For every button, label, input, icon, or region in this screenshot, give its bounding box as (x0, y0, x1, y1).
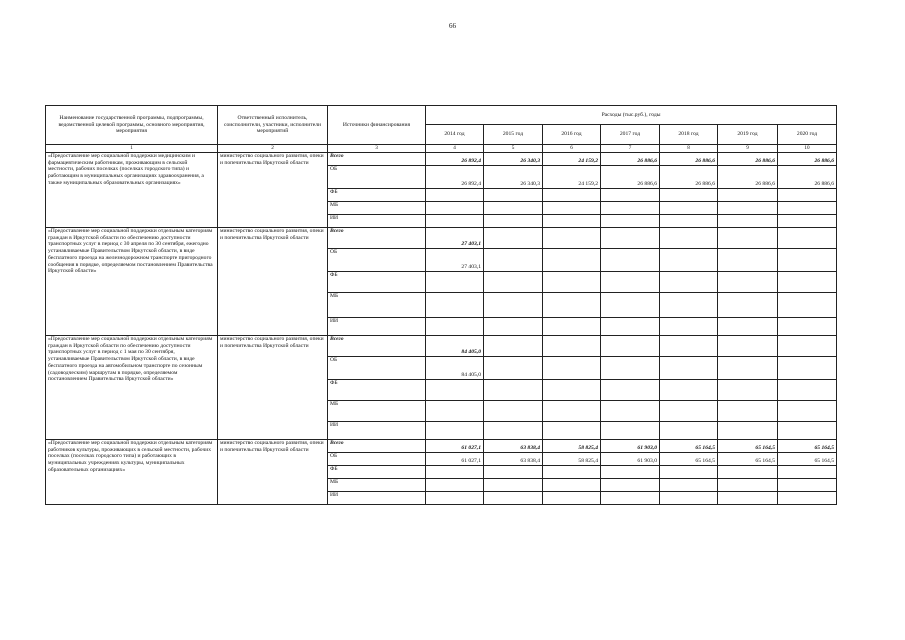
funding-source-mb: МБ (328, 202, 426, 215)
amount-cell (778, 466, 837, 479)
amount-cell (778, 272, 837, 293)
column-number: 5 (484, 145, 543, 153)
amount-cell: 58 825,4 (543, 440, 601, 453)
amount-cell: 26 886,6 (660, 153, 718, 166)
amount-cell (660, 293, 718, 318)
page-number: 66 (449, 22, 456, 30)
amount-cell (426, 202, 484, 215)
header-year: 2015 год (484, 125, 543, 145)
amount-cell (660, 336, 718, 357)
amount-cell (718, 318, 778, 336)
funding-source-ii: ИИ (328, 318, 426, 336)
measure-name: «Предоставление мер социальной поддержки медицинским и фармацевтическим работникам, проживающим в сельской местности, рабочих поселках (поселках городского типа) и работающим в муниципальных организациях здравоохранения, а также муниципальных образовательных организациях» (46, 153, 218, 228)
amount-cell (601, 422, 660, 440)
funding-source-ob: ОБ (328, 357, 426, 380)
amount-cell: 65 164,5 (778, 453, 837, 466)
amount-cell (484, 318, 543, 336)
header-year: 2016 год (543, 125, 601, 145)
amount-cell (660, 422, 718, 440)
amount-cell: 84 405,0 (426, 357, 484, 380)
amount-cell: 26 340,3 (484, 166, 543, 189)
amount-cell: 65 164,5 (718, 440, 778, 453)
column-number: 9 (718, 145, 778, 153)
amount-cell (718, 479, 778, 492)
funding-source-ii: ИИ (328, 422, 426, 440)
amount-cell (718, 336, 778, 357)
amount-cell (778, 380, 837, 401)
amount-cell: 58 825,4 (543, 453, 601, 466)
amount-cell (778, 357, 837, 380)
table-row (46, 153, 837, 166)
measure-name: «Предоставление мер социальной поддержки отдельным категориям граждан в Иркутской области по обеспечению доступности транспортных услуг в период с 30 апреля по 30 сентября, ежегодно устанавливаемые Правительством Иркутской области, в виде бесплатного проезда на железнодорожном транспорте пригородного сообщения в порядке, определяемом постановлением Правительства Иркутской области» (46, 228, 218, 336)
amount-cell (484, 293, 543, 318)
amount-cell (601, 401, 660, 422)
amount-cell (778, 401, 837, 422)
measure-name: «Предоставление мер социальной поддержки отдельным категориям работников культуры, проживающих в сельской местности, рабочих поселках (поселках городского типа) и работающих в муниципальных учреждениях культуры, муниципальных образовательных организациях» (46, 440, 218, 505)
funding-source-total: Всего (328, 336, 426, 357)
amount-cell (426, 401, 484, 422)
responsible-executor: министерство социального развития, опеки и попечительства Иркутской области (218, 336, 328, 440)
amount-cell (543, 336, 601, 357)
amount-cell (543, 492, 601, 505)
amount-cell (484, 479, 543, 492)
responsible-executor: министерство социального развития, опеки и попечительства Иркутской области (218, 228, 328, 336)
amount-cell (778, 318, 837, 336)
amount-cell (601, 228, 660, 249)
amount-cell: 61 027,1 (426, 453, 484, 466)
column-number: 7 (601, 145, 660, 153)
amount-cell (543, 357, 601, 380)
amount-cell (426, 466, 484, 479)
amount-cell (484, 422, 543, 440)
amount-cell (660, 202, 718, 215)
amount-cell (718, 401, 778, 422)
amount-cell (660, 380, 718, 401)
funding-source-fb: ФБ (328, 272, 426, 293)
amount-cell: 63 838,4 (484, 440, 543, 453)
column-number: 6 (543, 145, 601, 153)
amount-cell (484, 380, 543, 401)
amount-cell (484, 492, 543, 505)
amount-cell: 26 886,6 (778, 153, 837, 166)
amount-cell (426, 318, 484, 336)
amount-cell: 63 838,4 (484, 453, 543, 466)
amount-cell (601, 380, 660, 401)
amount-cell (718, 492, 778, 505)
expenses-table (45, 105, 837, 505)
table-row (46, 228, 837, 249)
funding-source-ii: ИИ (328, 215, 426, 228)
amount-cell: 27 403,1 (426, 249, 484, 272)
amount-cell: 26 886,6 (660, 166, 718, 189)
header-year: 2018 год (660, 125, 718, 145)
amount-cell (484, 272, 543, 293)
amount-cell (778, 492, 837, 505)
amount-cell (660, 272, 718, 293)
amount-cell (778, 422, 837, 440)
amount-cell (778, 479, 837, 492)
funding-source-total: Всего (328, 440, 426, 453)
amount-cell: 26 892,4 (426, 153, 484, 166)
amount-cell (601, 492, 660, 505)
amount-cell: 61 027,1 (426, 440, 484, 453)
amount-cell (718, 202, 778, 215)
header-year: 2020 год (778, 125, 837, 145)
amount-cell (484, 189, 543, 202)
column-number: 8 (660, 145, 718, 153)
amount-cell (778, 336, 837, 357)
column-number: 4 (426, 145, 484, 153)
amount-cell (718, 228, 778, 249)
amount-cell: 26 886,6 (718, 166, 778, 189)
amount-cell: 65 164,5 (660, 440, 718, 453)
header-year: 2014 год (426, 125, 484, 145)
amount-cell: 61 903,0 (601, 453, 660, 466)
amount-cell (426, 492, 484, 505)
amount-cell (543, 318, 601, 336)
amount-cell (543, 466, 601, 479)
funding-source-mb: МБ (328, 401, 426, 422)
amount-cell: 26 340,3 (484, 153, 543, 166)
amount-cell (660, 249, 718, 272)
amount-cell: 61 903,0 (601, 440, 660, 453)
amount-cell: 65 164,5 (718, 453, 778, 466)
header-responsible: Ответственный исполнитель, соисполнители, участники, исполнители мероприятий (218, 106, 328, 145)
amount-cell (778, 215, 837, 228)
amount-cell (543, 293, 601, 318)
amount-cell (543, 380, 601, 401)
amount-cell: 26 886,6 (718, 153, 778, 166)
amount-cell (601, 202, 660, 215)
amount-cell (778, 189, 837, 202)
responsible-executor: министерство социального развития, опеки и попечительства Иркутской области (218, 153, 328, 228)
column-number: 10 (778, 145, 837, 153)
column-number: 2 (218, 145, 328, 153)
amount-cell (601, 272, 660, 293)
amount-cell (601, 479, 660, 492)
amount-cell (660, 318, 718, 336)
amount-cell (484, 336, 543, 357)
amount-cell (426, 215, 484, 228)
amount-cell (484, 466, 543, 479)
header-sources: Источники финансирования (328, 106, 426, 145)
column-number: 3 (328, 145, 426, 153)
amount-cell: 65 164,5 (778, 440, 837, 453)
amount-cell (543, 249, 601, 272)
funding-source-ii: ИИ (328, 492, 426, 505)
amount-cell (484, 202, 543, 215)
amount-cell (426, 380, 484, 401)
funding-source-fb: ФБ (328, 189, 426, 202)
amount-cell: 65 164,5 (660, 453, 718, 466)
amount-cell (778, 249, 837, 272)
funding-source-mb: МБ (328, 293, 426, 318)
amount-cell (543, 202, 601, 215)
amount-cell: 84 405,0 (426, 336, 484, 357)
amount-cell (543, 401, 601, 422)
amount-cell (543, 272, 601, 293)
table-row (46, 440, 837, 453)
funding-source-ob: ОБ (328, 249, 426, 272)
responsible-executor: министерство социального развития, опеки и попечительства Иркутской области (218, 440, 328, 505)
column-number: 1 (46, 145, 218, 153)
amount-cell (426, 479, 484, 492)
amount-cell (601, 466, 660, 479)
funding-source-total: Всего (328, 228, 426, 249)
funding-source-ob: ОБ (328, 453, 426, 466)
amount-cell (484, 401, 543, 422)
amount-cell (484, 215, 543, 228)
amount-cell (660, 479, 718, 492)
amount-cell: 27 403,1 (426, 228, 484, 249)
amount-cell (718, 380, 778, 401)
funding-source-ob: ОБ (328, 166, 426, 189)
header-year: 2017 год (601, 125, 660, 145)
amount-cell (660, 357, 718, 380)
amount-cell (601, 249, 660, 272)
amount-cell (718, 466, 778, 479)
funding-source-total: Всего (328, 153, 426, 166)
amount-cell (660, 492, 718, 505)
amount-cell (426, 189, 484, 202)
header-expenses: Расходы (тыс.руб.), годы (426, 106, 837, 125)
amount-cell (543, 422, 601, 440)
amount-cell (426, 293, 484, 318)
amount-cell (601, 318, 660, 336)
amount-cell (718, 272, 778, 293)
amount-cell (543, 189, 601, 202)
amount-cell (660, 466, 718, 479)
amount-cell (718, 422, 778, 440)
amount-cell (426, 422, 484, 440)
funding-source-mb: МБ (328, 479, 426, 492)
amount-cell (660, 189, 718, 202)
funding-source-fb: ФБ (328, 380, 426, 401)
header-name: Наименование государственной программы, подпрограммы, ведомственной целевой программы, основного мероприятия, мероприятия (46, 106, 218, 145)
amount-cell (601, 189, 660, 202)
amount-cell (718, 293, 778, 318)
table-row (46, 336, 837, 357)
amount-cell: 26 886,6 (778, 166, 837, 189)
funding-source-fb: ФБ (328, 466, 426, 479)
amount-cell (660, 401, 718, 422)
amount-cell: 24 159,2 (543, 153, 601, 166)
amount-cell (778, 202, 837, 215)
amount-cell (718, 189, 778, 202)
measure-name: «Предоставление мер социальной поддержки отдельным категориям граждан в Иркутской области по обеспечению доступности транспортных услуг в период с 1 мая по 30 сентября, устанавливаемые Правительством Иркутской области, в виде бесплатного проезда на автомобильном транспорте по сезонным (садоводческим) маршрутам в порядке, определяемом постановлением Правительства Иркутской области» (46, 336, 218, 440)
amount-cell (601, 293, 660, 318)
amount-cell (543, 479, 601, 492)
amount-cell: 26 886,6 (601, 166, 660, 189)
amount-cell (718, 357, 778, 380)
amount-cell (778, 228, 837, 249)
amount-cell: 24 159,2 (543, 166, 601, 189)
amount-cell (601, 357, 660, 380)
amount-cell (426, 272, 484, 293)
amount-cell: 26 892,4 (426, 166, 484, 189)
amount-cell (484, 228, 543, 249)
amount-cell (484, 357, 543, 380)
amount-cell (660, 228, 718, 249)
amount-cell (543, 215, 601, 228)
amount-cell (718, 215, 778, 228)
amount-cell (660, 215, 718, 228)
header-year: 2019 год (718, 125, 778, 145)
amount-cell (718, 249, 778, 272)
amount-cell (484, 249, 543, 272)
amount-cell (543, 228, 601, 249)
amount-cell (601, 215, 660, 228)
amount-cell (778, 293, 837, 318)
amount-cell (601, 336, 660, 357)
amount-cell: 26 886,6 (601, 153, 660, 166)
